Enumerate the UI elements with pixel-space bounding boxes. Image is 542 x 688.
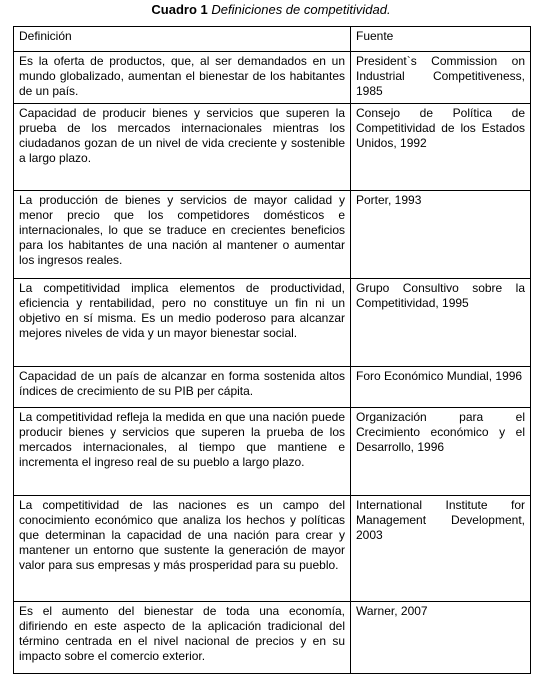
table-row <box>14 367 531 408</box>
header-definition: Definición <box>14 27 351 52</box>
table-row <box>14 408 531 496</box>
table-row <box>14 602 531 674</box>
source-cell: Consejo de Política de Competitividad de los Estados Unidos, 1992 <box>351 104 531 191</box>
definitions-table <box>13 26 531 674</box>
table-caption <box>0 2 542 22</box>
table-row <box>14 104 531 191</box>
table-row <box>14 279 531 367</box>
table-row <box>14 191 531 279</box>
definition-cell: La competitividad refleja la medida en que una nación puede producir bienes y servicios que superen la prueba de los mercados internacionales, al tiempo que mantiene e incrementa el ingreso real de su pueblo a largo plazo. <box>14 408 351 496</box>
caption-label: Cuadro 1 <box>151 2 208 17</box>
definition-cell: Capacidad de un país de alcanzar en forma sostenida altos índices de crecimiento de su PIB per cápita. <box>14 367 351 408</box>
source-cell: Warner, 2007 <box>351 602 531 674</box>
source-cell: International Institute for Management Development, 2003 <box>351 496 531 602</box>
source-cell: Organización para el Crecimiento económico y el Desarrollo, 1996 <box>351 408 531 496</box>
caption-text: Definiciones de competitividad. <box>211 2 391 17</box>
definition-cell: Es la oferta de productos, que, al ser demandados en un mundo globalizado, aumentan el bienestar de los habitantes de un país. <box>14 52 351 104</box>
header-source: Fuente <box>351 27 531 52</box>
source-cell: Grupo Consultivo sobre la Competitividad, 1995 <box>351 279 531 367</box>
table-header-row <box>14 27 531 52</box>
definition-cell: La producción de bienes y servicios de mayor calidad y menor precio que los competidores domésticos e internacionales, lo que se traduce en crecientes beneficios para los habitantes de una nación al mantener o aumentar los ingresos reales. <box>14 191 351 279</box>
source-cell: Foro Económico Mundial, 1996 <box>351 367 531 408</box>
definition-cell: Es el aumento del bienestar de toda una economía, difiriendo en este aspecto de la aplicación tradicional del término centrada en el nivel nacional de precios y en su impacto sobre el comercio exterior. <box>14 602 351 674</box>
source-cell: Porter, 1993 <box>351 191 531 279</box>
definition-cell: La competitividad de las naciones es un campo del conocimiento económico que analiza los hechos y políticas que determinan la capacidad de una nación para crear y mantener un entorno que sustente la generación de mayor valor para sus empresas y más prosperidad para su pueblo. <box>14 496 351 602</box>
definition-cell: Capacidad de producir bienes y servicios que superen la prueba de los mercados internacionales mientras los ciudadanos gozan de un nivel de vida creciente y sostenible a largo plazo. <box>14 104 351 191</box>
table-row <box>14 52 531 104</box>
definition-cell: La competitividad implica elementos de productividad, eficiencia y rentabilidad, pero no constituye un fin ni un objetivo en sí misma. Es un medio poderoso para alcanzar mejores niveles de vida y un mayor bienestar social. <box>14 279 351 367</box>
source-cell: President`s Commission on Industrial Competitiveness, 1985 <box>351 52 531 104</box>
table-row <box>14 496 531 602</box>
